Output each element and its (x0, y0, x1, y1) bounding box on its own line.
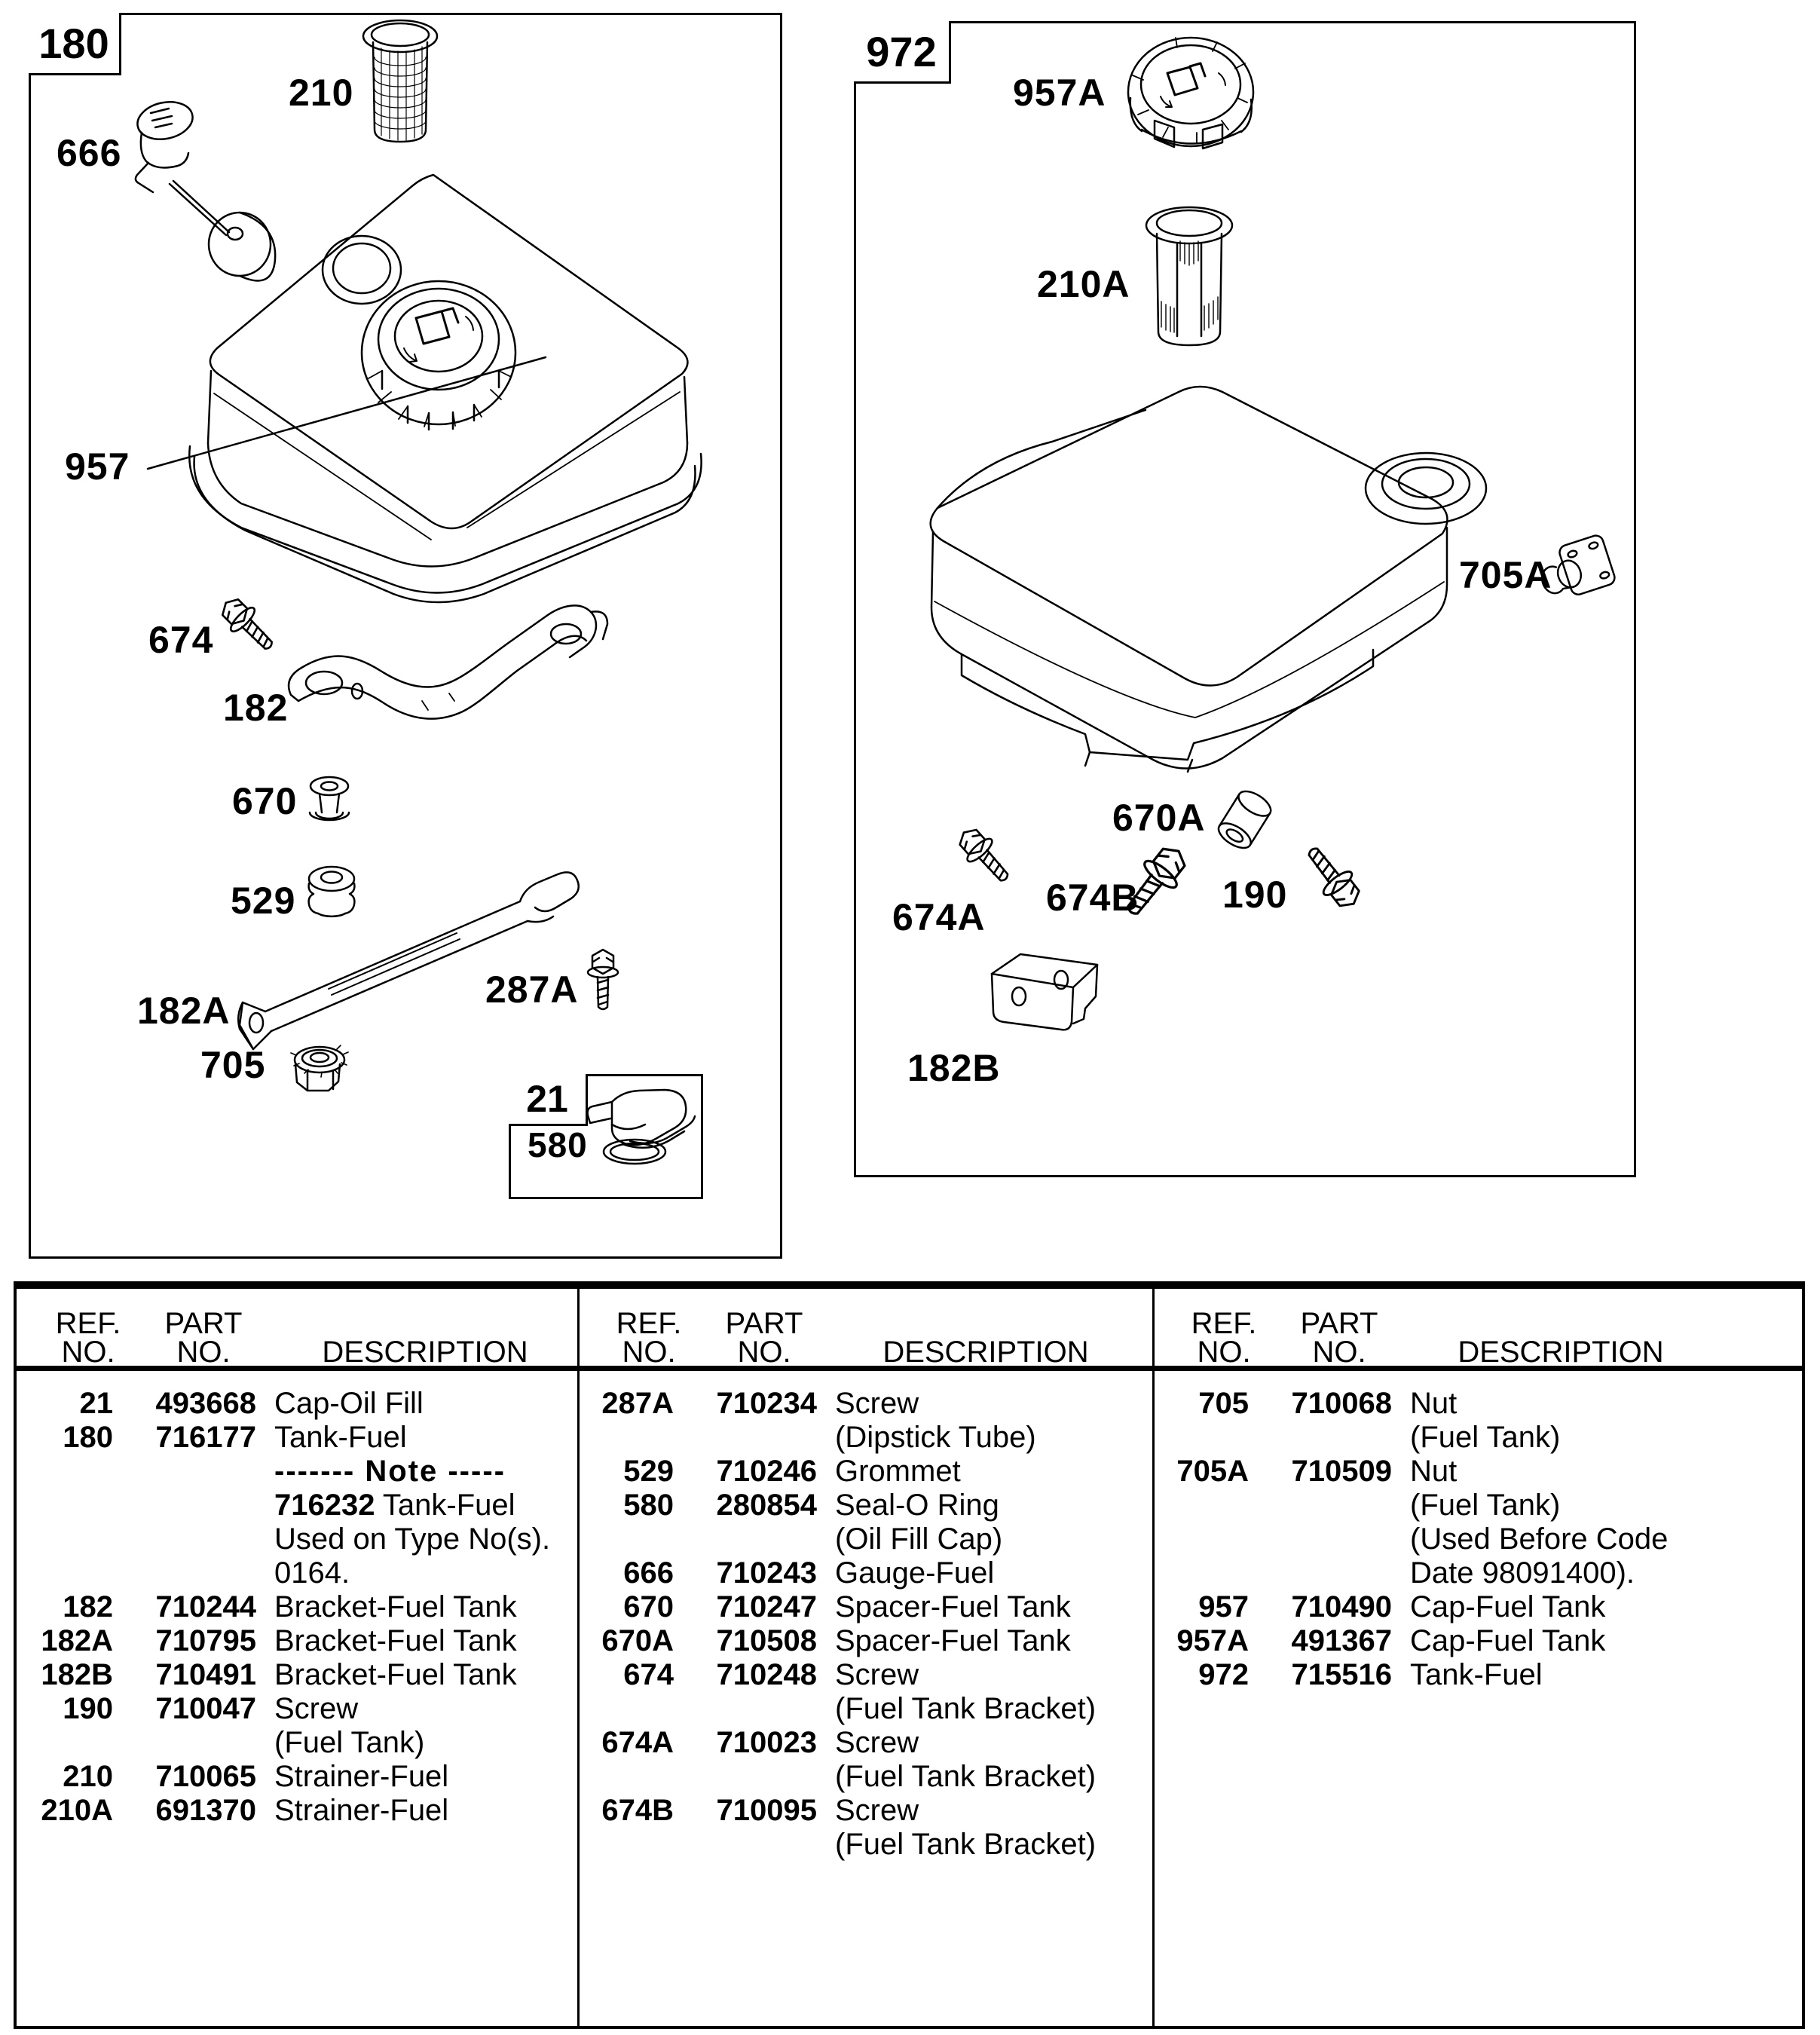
table-row: 21 493668 Cap-Oil Fill (79, 1387, 424, 1420)
table-row: 674B 710095 Screw (601, 1794, 919, 1827)
screw-190-drawing (1298, 839, 1367, 914)
part-label-580: 580 (528, 1125, 588, 1164)
fuel-cap-957A-drawing (1128, 38, 1253, 148)
table-row: 957 710490 Cap-Fuel Tank (1198, 1590, 1606, 1623)
table-row: (Fuel Tank) (1410, 1489, 1561, 1522)
table-row: 674 710248 Screw (623, 1658, 919, 1691)
table-row: 705A 710509 Nut (1176, 1455, 1458, 1488)
table-row: 716232 Tank-Fuel (274, 1489, 515, 1522)
screw-674B-drawing (1115, 839, 1194, 924)
parts-table (14, 1281, 1805, 2029)
nut-705-drawing (291, 1045, 348, 1091)
column-header-part: PART (725, 1307, 803, 1340)
column-header-ref: REF. (55, 1307, 121, 1340)
grommet-529-drawing (309, 867, 355, 917)
column-header-no: NO. (1312, 1336, 1366, 1369)
fuel-gauge-666-drawing (134, 97, 275, 281)
column-header-description: DESCRIPTION (882, 1336, 1089, 1369)
table-row: ------- Note ----- (274, 1455, 506, 1488)
column-header-part: PART (164, 1307, 243, 1340)
column-header-no: NO. (176, 1336, 231, 1369)
column-header-no: NO. (61, 1336, 115, 1369)
bracket-182B-drawing (992, 954, 1097, 1030)
spacer-670A-drawing (1215, 786, 1275, 852)
part-label-210A: 210A (1037, 263, 1130, 305)
table-row: 705 710068 Nut (1198, 1387, 1458, 1420)
table-row: 670A 710508 Spacer-Fuel Tank (601, 1624, 1071, 1657)
part-label-210: 210 (289, 72, 354, 114)
table-row: 972 715516 Tank-Fuel (1198, 1658, 1543, 1691)
table-column-1 (17, 1289, 577, 2026)
bracket-182A-drawing (238, 872, 579, 1049)
part-label-674: 674 (148, 619, 214, 661)
box-972-label-text: 972 (866, 27, 937, 75)
table-row: 210A 691370 Strainer-Fuel (41, 1794, 449, 1827)
bracket-182-drawing (289, 605, 607, 718)
table-row: 287A 710234 Screw (601, 1387, 919, 1420)
table-row: 580 280854 Seal-O Ring (623, 1489, 999, 1522)
part-label-674B: 674B (1046, 877, 1139, 919)
part-label-287A: 287A (485, 969, 579, 1011)
table-row: Used on Type No(s). (274, 1522, 551, 1556)
screw-674-drawing (215, 592, 281, 658)
table-row: (Oil Fill Cap) (835, 1522, 1003, 1556)
screw-287A-drawing (588, 950, 618, 1009)
column-header-ref: REF. (1191, 1307, 1257, 1340)
table-row: (Fuel Tank) (1410, 1421, 1561, 1454)
part-label-957A: 957A (1013, 72, 1106, 114)
table-row: (Fuel Tank) (274, 1726, 425, 1759)
table-row: 182A 710795 Bracket-Fuel Tank (41, 1624, 517, 1657)
table-row: 182B 710491 Bracket-Fuel Tank (41, 1658, 517, 1691)
part-label-957: 957 (65, 445, 130, 488)
table-row: (Fuel Tank Bracket) (835, 1692, 1097, 1725)
table-row: 190 710047 Screw (63, 1692, 359, 1725)
strainer-210A-drawing (1146, 207, 1232, 345)
table-row: (Used Before Code (1410, 1522, 1669, 1556)
table-row: 666 710243 Gauge-Fuel (623, 1556, 995, 1590)
column-header-description: DESCRIPTION (322, 1336, 528, 1369)
box-21-label-text: 21 (526, 1078, 568, 1120)
leader-957 (148, 357, 546, 469)
fuel-tank-972-drawing (931, 387, 1486, 772)
screw-674A-drawing (952, 822, 1017, 890)
table-column-2 (577, 1289, 1152, 2026)
table-row: (Fuel Tank Bracket) (835, 1828, 1097, 1861)
column-header-description: DESCRIPTION (1458, 1336, 1664, 1369)
table-row: (Fuel Tank Bracket) (835, 1760, 1097, 1793)
part-label-190: 190 (1222, 874, 1288, 916)
part-label-705: 705 (200, 1044, 266, 1086)
part-label-182B: 182B (907, 1047, 1001, 1089)
part-label-529: 529 (231, 880, 296, 922)
spacer-670-drawing (310, 777, 349, 820)
nut-705A-drawing (1534, 534, 1617, 604)
box-180-label-text: 180 (38, 19, 109, 67)
part-label-674A: 674A (892, 896, 986, 938)
part-label-670A: 670A (1112, 797, 1206, 839)
part-label-670: 670 (232, 780, 298, 822)
part-label-666: 666 (57, 132, 122, 174)
column-header-no: NO. (737, 1336, 791, 1369)
fuel-cap-957-drawing (362, 281, 515, 430)
column-header-no: NO. (622, 1336, 676, 1369)
table-row: 210 710065 Strainer-Fuel (63, 1760, 449, 1793)
column-header-no: NO. (1197, 1336, 1251, 1369)
table-row: 670 710247 Spacer-Fuel Tank (623, 1590, 1071, 1623)
table-column-3 (1152, 1289, 1806, 2026)
table-row: 529 710246 Grommet (623, 1455, 961, 1488)
table-row: Date 98091400). (1410, 1556, 1635, 1590)
part-label-182A: 182A (137, 990, 231, 1032)
column-header-part: PART (1300, 1307, 1378, 1340)
strainer-210-drawing (363, 20, 437, 142)
column-header-ref: REF. (616, 1307, 682, 1340)
table-row: 674A 710023 Screw (601, 1726, 919, 1759)
table-row: 182 710244 Bracket-Fuel Tank (63, 1590, 517, 1623)
table-row: 957A 491367 Cap-Fuel Tank (1176, 1624, 1606, 1657)
table-row: (Dipstick Tube) (835, 1421, 1036, 1454)
part-label-705A: 705A (1459, 554, 1552, 596)
table-row: 0164. (274, 1556, 350, 1590)
o-ring-580-drawing (604, 1140, 665, 1164)
part-label-182: 182 (223, 687, 289, 729)
table-row: 180 716177 Tank-Fuel (63, 1421, 407, 1454)
